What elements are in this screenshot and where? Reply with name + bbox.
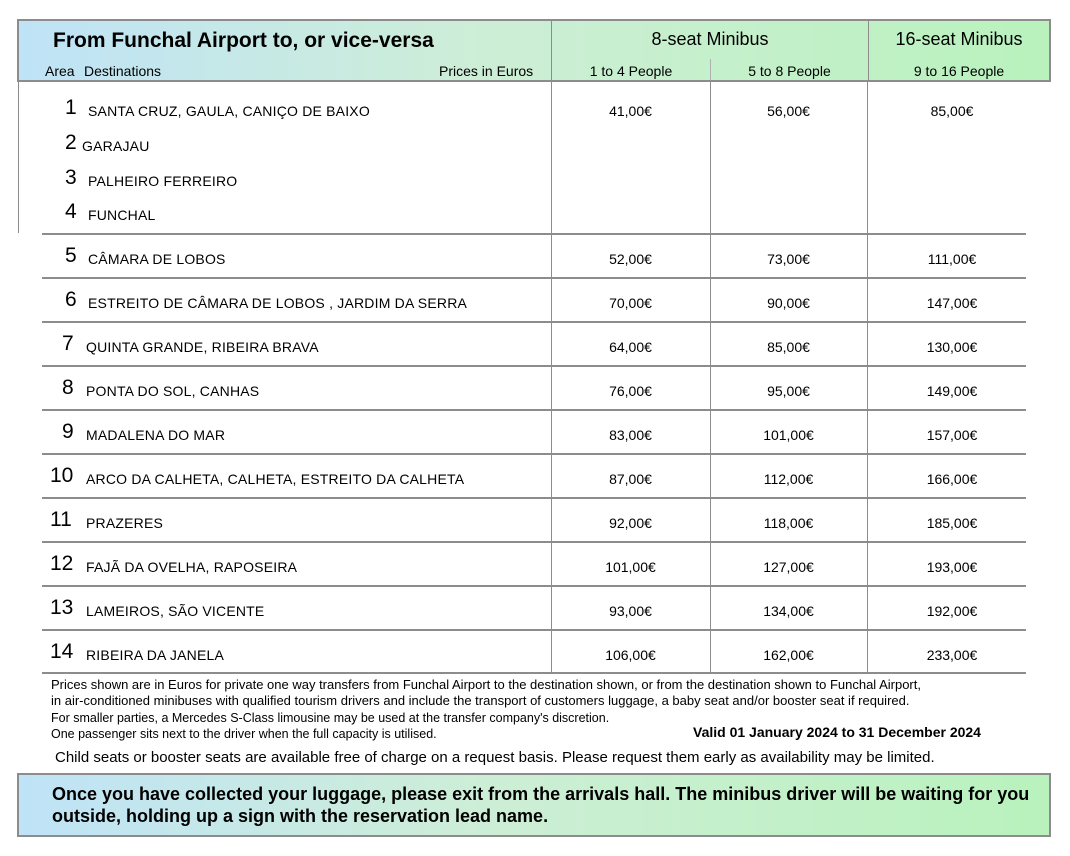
price-5to8: 101,00€ [763,427,814,443]
price-9to16: 185,00€ [926,515,978,531]
price-5to8: 118,00€ [763,515,814,531]
price-1to4: 93,00€ [609,603,652,619]
area-number: 4 [65,200,77,223]
area-number: 13 [50,596,74,619]
area-number: 14 [50,640,74,663]
table-row [42,233,1026,277]
price-9to16: 157,00€ [926,427,978,443]
area-number: 12 [50,552,74,575]
table-row [42,629,1026,674]
price-9to16: 149,00€ [926,383,978,399]
page-title: From Funchal Airport to, or vice-versa [53,29,434,52]
header-8seat-cell [552,21,869,80]
destination: LAMEIROS, SÃO VICENTE [86,603,265,619]
area-number: 11 [50,508,72,531]
price-9to16: 147,00€ [926,295,978,311]
area-number: 5 [65,244,77,267]
area-number: 2 [65,131,77,154]
destination: ESTREITO DE CÂMARA DE LOBOS , JARDIM DA SERRA [88,295,468,311]
price-9to16: 233,00€ [926,647,978,663]
price-1to4: 76,00€ [609,383,652,399]
header-16seat-cell [869,21,1049,80]
area-number: 3 [65,166,77,189]
price-5to8: 127,00€ [763,559,814,575]
price-9to16: 111,00€ [927,251,977,267]
table-row [18,82,1026,233]
price-5to8: 90,00€ [767,295,810,311]
price-1to4: 41,00€ [609,103,652,119]
prices-label: Prices in Euros [439,63,534,79]
destination: FUNCHAL [88,207,156,223]
area-number: 8 [62,376,74,399]
price-5to8: 95,00€ [767,383,810,399]
price-5to8: 134,00€ [763,603,814,619]
destination: GARAJAU [82,138,150,154]
note-line-4: One passenger sits next to the driver when the full capacity is utilised. [51,727,437,741]
table-row [42,321,1026,365]
destination: MADALENA DO MAR [86,427,226,443]
col-16seat-title: 16-seat Minibus [895,29,1023,49]
table-row [42,585,1026,629]
price-9to16: 130,00€ [926,339,978,355]
destination: FAJÃ DA OVELHA, RAPOSEIRA [86,559,298,575]
price-9to16: 192,00€ [926,603,978,619]
header-area-cell [19,21,552,80]
price-1to4: 52,00€ [609,251,652,267]
price-5to8: 162,00€ [763,647,814,663]
price-1to4: 92,00€ [609,515,652,531]
destination: RIBEIRA DA JANELA [86,647,225,663]
area-label: Area [45,63,75,79]
destination: CÂMARA DE LOBOS [88,251,226,267]
table-row [42,541,1026,585]
destination: ARCO DA CALHETA, CALHETA, ESTREITO DA CALHETA [86,471,465,487]
destination: PONTA DO SOL, CANHAS [86,383,260,399]
note-line-2: in air-conditioned minibuses with qualified tourism drivers and include the transport of customers luggage, a baby seat and/or booster seat if required. [51,693,910,708]
price-table [0,82,1070,674]
price-5to8: 56,00€ [767,103,810,119]
destination: PALHEIRO FERREIRO [88,173,238,189]
area-number: 7 [62,332,74,355]
table-row [42,453,1026,497]
col-5to8-label: 5 to 8 People [748,63,831,79]
price-5to8: 85,00€ [767,339,810,355]
col-9to16-label: 9 to 16 People [913,63,1005,79]
col-1to4-label: 1 to 4 People [589,63,673,79]
destination: PRAZERES [86,515,164,531]
price-1to4: 106,00€ [605,647,656,663]
price-1to4: 87,00€ [609,471,652,487]
destination: SANTA CRUZ, GAULA, CANIÇO DE BAIXO [88,103,370,119]
area-number: 10 [50,464,74,487]
destination: QUINTA GRANDE, RIBEIRA BRAVA [86,339,319,355]
table-row [42,497,1026,541]
price-1to4: 83,00€ [609,427,652,443]
pickup-instructions-text: Once you have collected your luggage, please exit from the arrivals hall. The minibus driver will be waiting for you outside, holding up a sign with the reservation lead name. [52,784,1030,826]
price-9to16: 193,00€ [926,559,978,575]
note-line-3: For smaller parties, a Mercedes S-Class limousine may be used at the transfer company's discretion. [51,711,610,725]
pickup-instructions-banner [17,773,1051,837]
destinations-label: Destinations [84,63,162,79]
area-number: 1 [65,96,77,119]
price-9to16: 85,00€ [930,103,974,119]
table-row [42,409,1026,453]
note-line-1: Prices shown are in Euros for private one way transfers from Funchal Airport to the destination shown, or from the destination shown to Funchal Airport, [51,677,921,692]
price-5to8: 112,00€ [763,471,814,487]
price-1to4: 64,00€ [609,339,652,355]
area-number: 6 [65,288,77,311]
child-seat-note: Child seats or booster seats are available free of charge on a request basis. Please request them early as availability may be limited. [55,749,935,766]
price-1to4: 101,00€ [605,559,656,575]
area-number: 9 [62,420,74,443]
table-row [42,277,1026,321]
price-5to8: 73,00€ [767,251,810,267]
price-9to16: 166,00€ [926,471,978,487]
price-1to4: 70,00€ [609,295,652,311]
validity-period: Valid 01 January 2024 to 31 December 2024 [693,724,981,740]
table-header [17,19,1051,82]
table-row [42,365,1026,409]
col-8seat-title: 8-seat Minibus [651,29,769,49]
